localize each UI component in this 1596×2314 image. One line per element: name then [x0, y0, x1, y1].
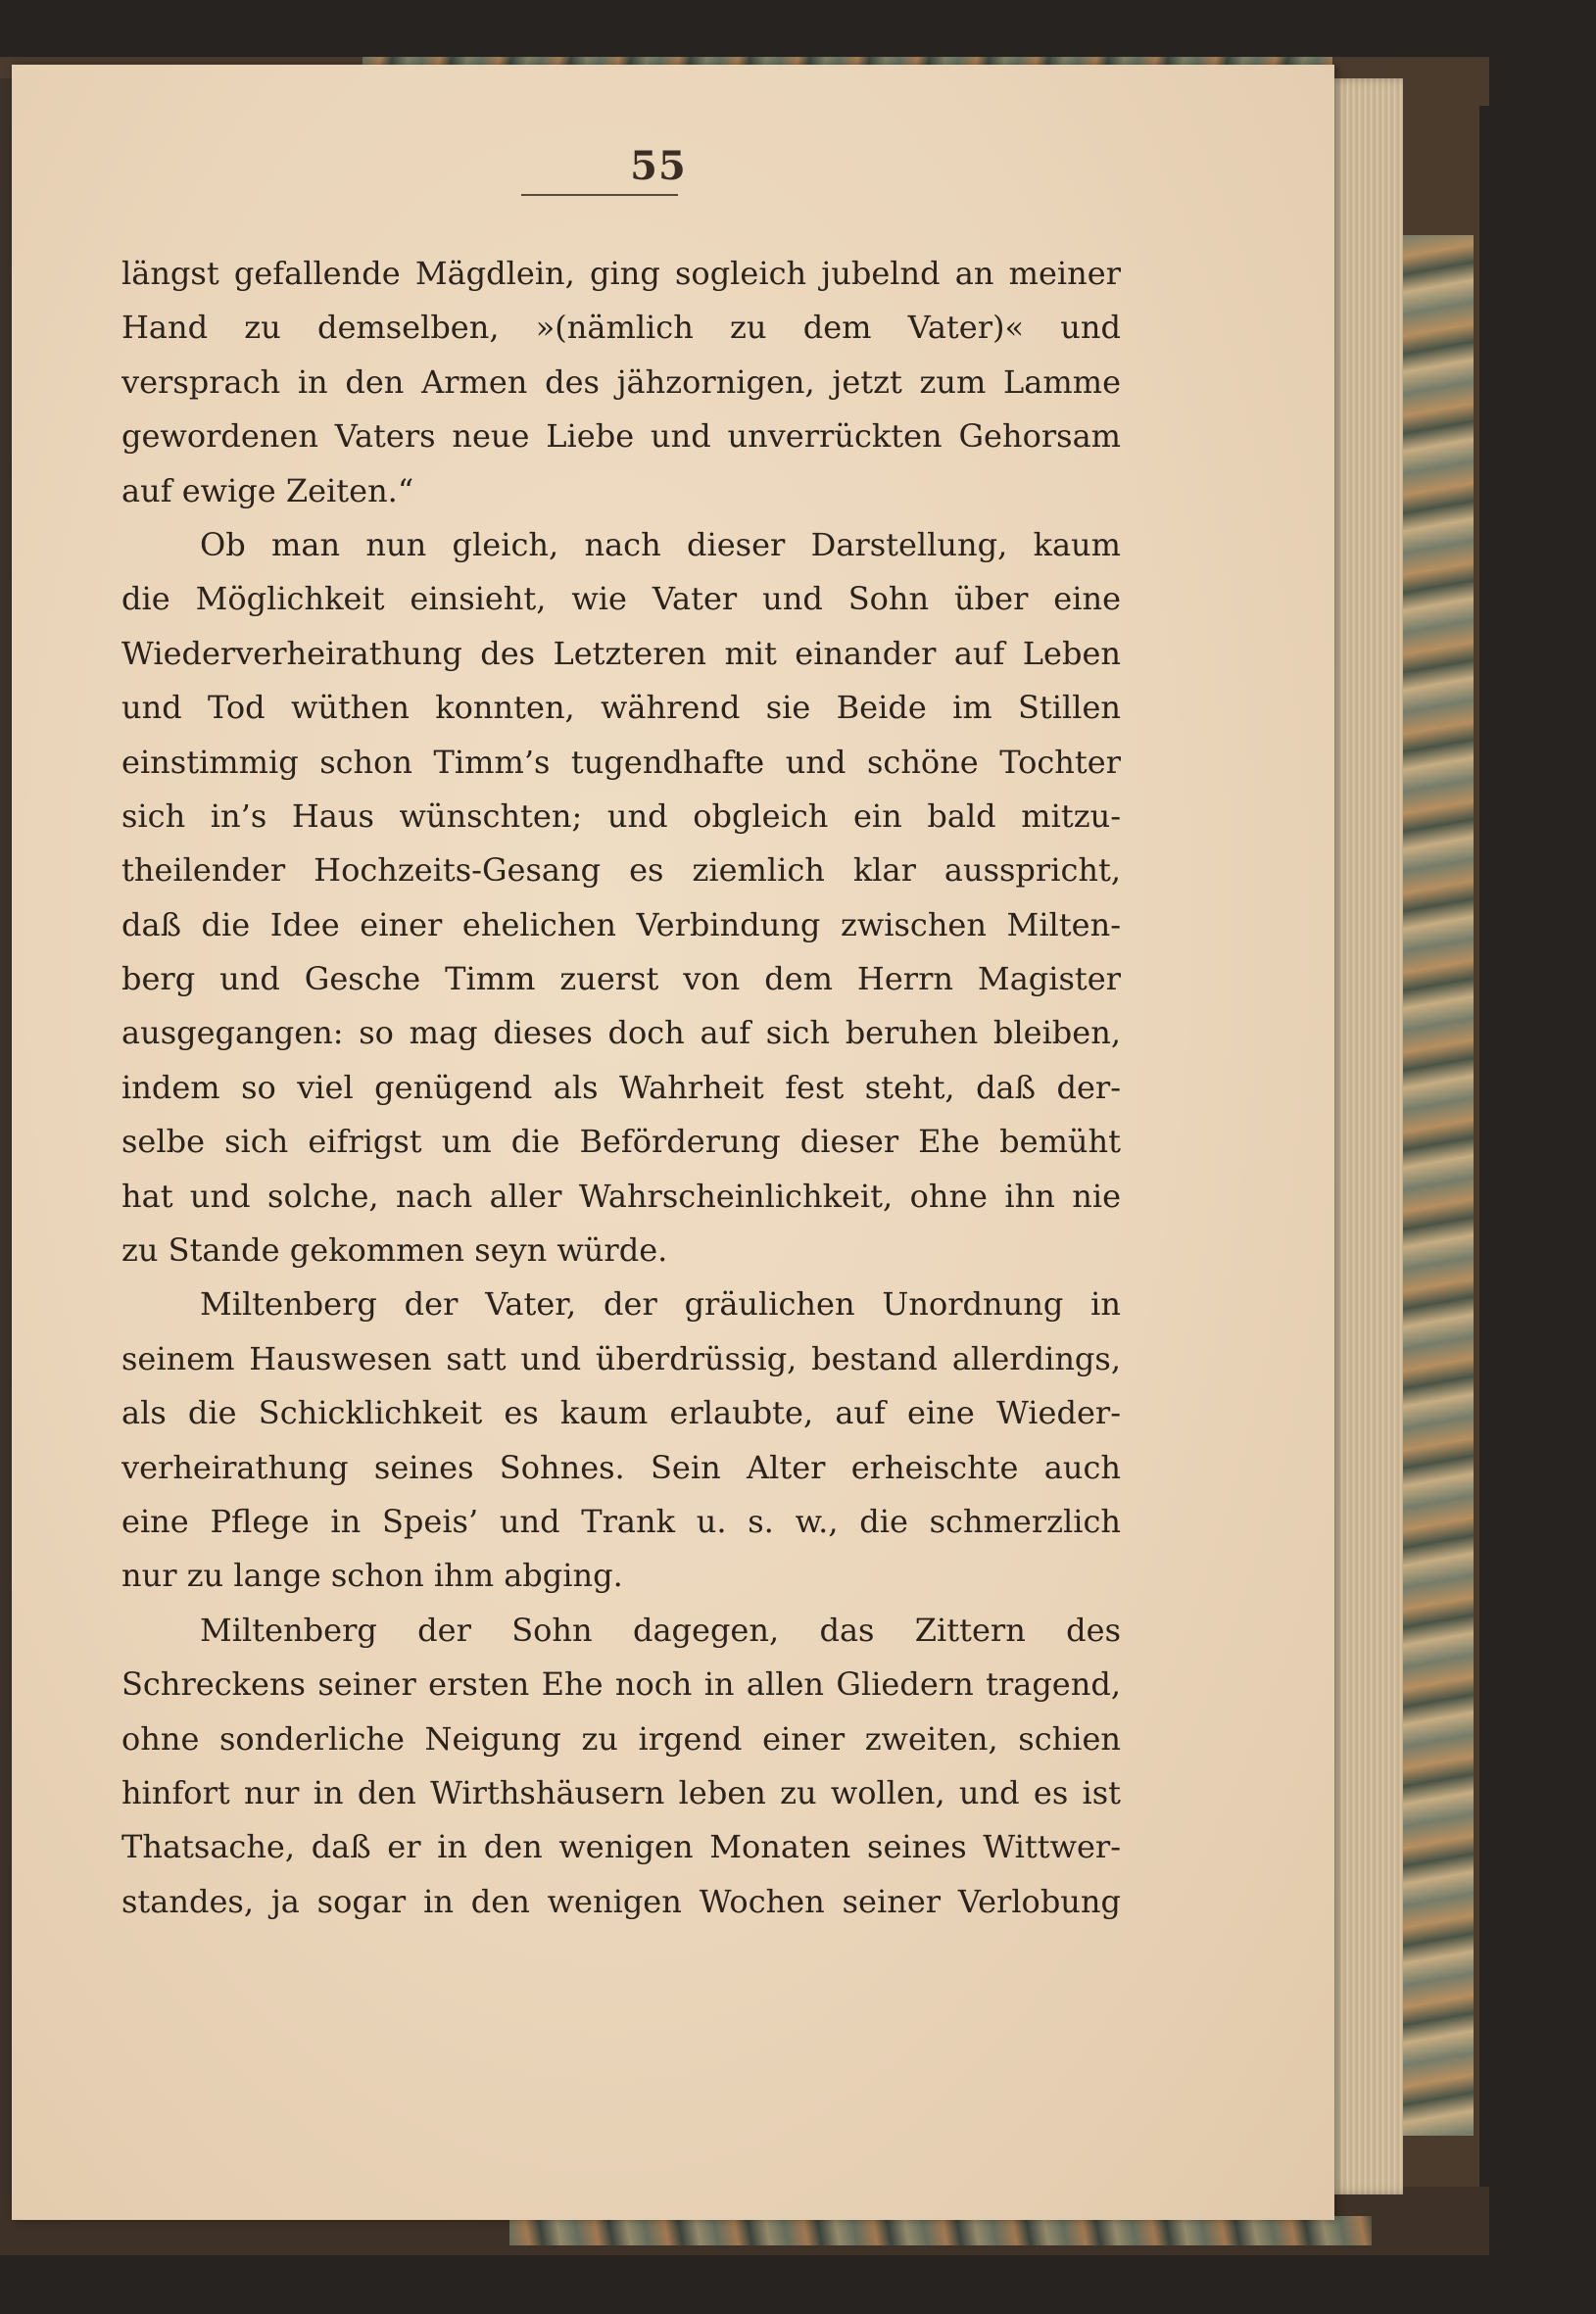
text-line: und Tod wüthen konnten, während sie Beide im Stillen [121, 689, 1121, 727]
text-line: Wiederverheirathung des Letzteren mit einander auf Leben [121, 634, 1121, 672]
marbled-endpaper-right [1401, 235, 1474, 2136]
marbled-endpaper-bottom [509, 2216, 1372, 2245]
text-line: nur zu lange schon ihm abging. [121, 1557, 623, 1595]
text-line: indem so viel genügend als Wahrheit fest steht, daß der- [121, 1068, 1121, 1106]
text-line: Schreckens seiner ersten Ehe noch in allen Gliedern tragend, [121, 1665, 1121, 1704]
text-line: selbe sich eifrigst um die Beförderung dieser Ehe bemüht [121, 1123, 1121, 1161]
body-text [121, 247, 1121, 1929]
header-rule [521, 194, 678, 196]
text-line: hinfort nur in den Wirthshäusern leben zu wollen, und es ist [121, 1773, 1121, 1811]
text-line: ausgegangen: so mag dieses doch auf sich beruhen bleiben, [121, 1014, 1121, 1052]
text-line: ohne sonderliche Neigung zu irgend einer zweiten, schien [121, 1719, 1121, 1758]
text-line: längst gefallende Mägdlein, ging sogleich jubelnd an meiner [121, 255, 1121, 292]
text-line: standes, ja sogar in den wenigen Wochen seiner Verlobung [121, 1882, 1121, 1920]
text-line: eine Pflege in Speis’ und Trank u. s. w., die schmerzlich [121, 1502, 1121, 1540]
text-line: auf ewige Zeiten.“ [121, 471, 414, 509]
book-page [12, 65, 1334, 2220]
text-line: Thatsache, daß er in den wenigen Monaten seines Wittwer- [121, 1828, 1121, 1866]
text-line: Hand zu demselben, »(nämlich zu dem Vater)« und [121, 309, 1121, 347]
text-line: daß die Idee einer ehelichen Verbindung zwischen Milten- [121, 905, 1121, 943]
text-line: seinem Hauswesen satt und überdrüssig, bestand allerdings, [121, 1339, 1121, 1377]
text-line: einstimmig schon Timm’s tugendhafte und schöne Tochter [121, 743, 1121, 781]
text-line: als die Schicklichkeit es kaum erlaubte, auf eine Wieder- [121, 1394, 1121, 1432]
text-line: Ob man nun gleich, nach dieser Darstellung, kaum [200, 525, 1121, 563]
text-line: berg und Gesche Timm zuerst von dem Herrn Magister [121, 960, 1121, 998]
text-line: gewordenen Vaters neue Liebe und unverrückten Gehorsam [121, 417, 1121, 456]
text-line: sich in’s Haus wünschten; und obgleich ein bald mitzu- [121, 796, 1121, 835]
text-line: zu Stande gekommen seyn würde. [121, 1231, 668, 1270]
text-line: die Möglichkeit einsieht, wie Vater und Sohn über eine [121, 580, 1121, 618]
text-line: theilender Hochzeits-Gesang es ziemlich klar ausspricht, [121, 851, 1121, 890]
text-line: Miltenberg der Sohn dagegen, das Zittern des [200, 1611, 1121, 1649]
text-line: versprach in den Armen des jähzornigen, jetzt zum Lamme [121, 362, 1121, 401]
text-line: hat und solche, nach aller Wahrscheinlichkeit, ohne ihn nie [121, 1177, 1121, 1215]
text-line: Miltenberg der Vater, der gräulichen Unordnung in [200, 1285, 1121, 1324]
page-edges [1325, 78, 1403, 2194]
page-number: 55 [630, 143, 687, 189]
text-line: verheirathung seines Sohnes. Sein Alter erheischte auch [121, 1448, 1121, 1486]
